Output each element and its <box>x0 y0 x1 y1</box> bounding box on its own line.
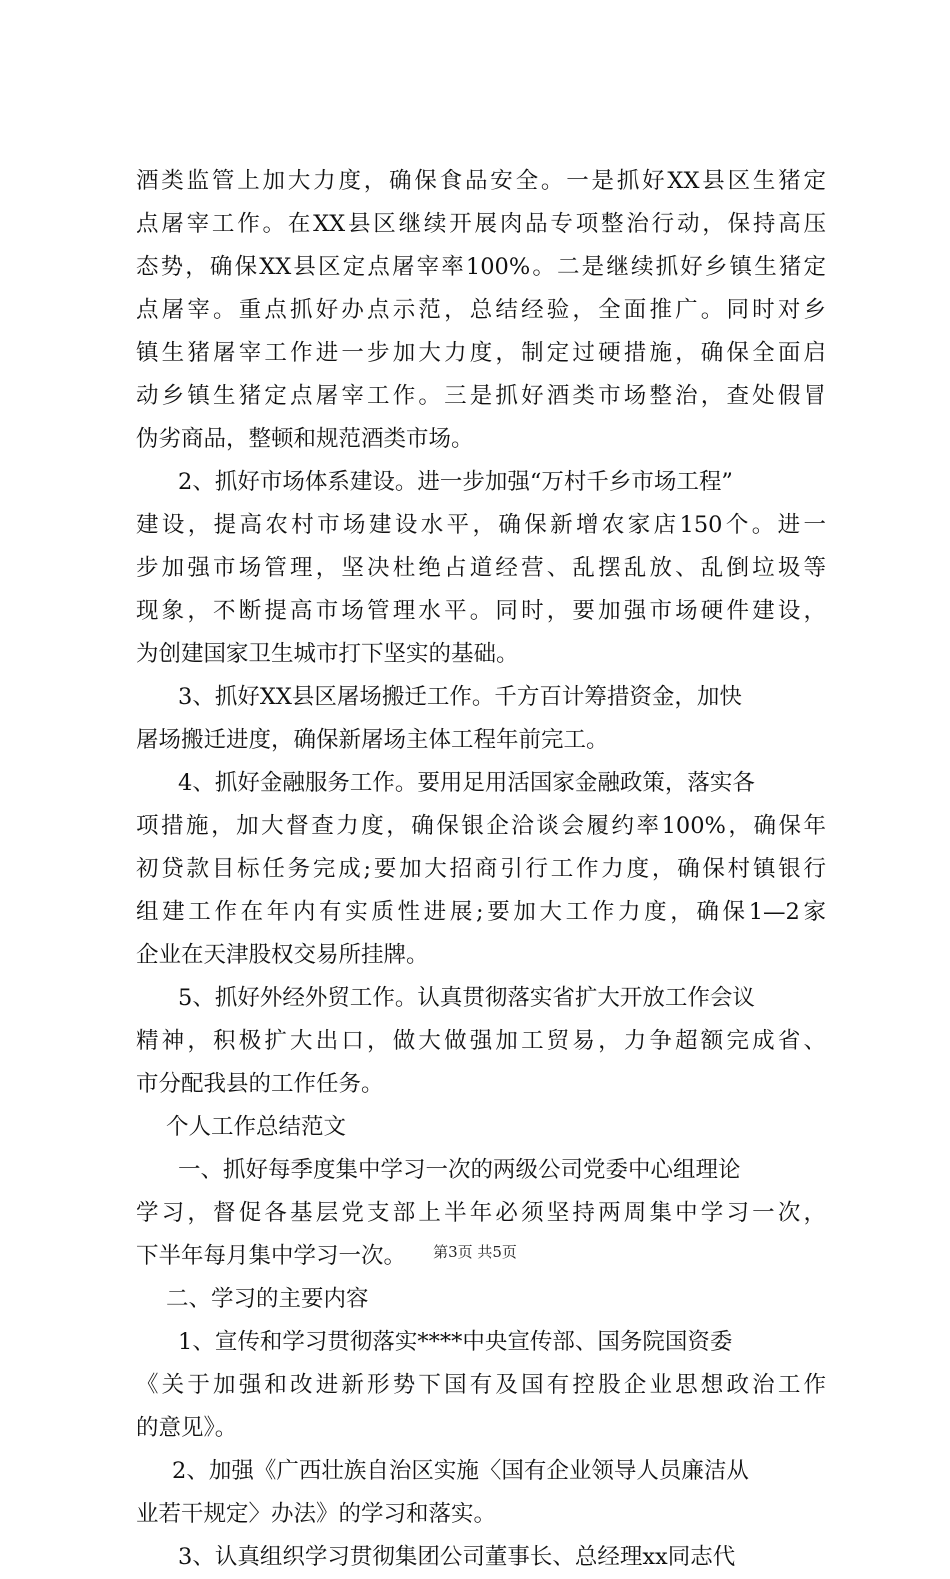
text-line: 3、抓好XX县区屠场搬迁工作。千方百计筹措资金，加快 <box>178 684 742 710</box>
text-line: 屠场搬迁进度，确保新屠场主体工程年前完工。 <box>136 727 609 753</box>
text-line: 步加强市场管理，坚决杜绝占道经营、乱摆乱放、乱倒垃圾等 <box>136 555 826 581</box>
text-line: 5、抓好外经外贸工作。认真贯彻落实省扩大开放工作会议 <box>178 985 755 1011</box>
section-heading: 个人工作总结范文 <box>166 1114 347 1140</box>
text-line: 为创建国家卫生城市打下坚实的基础。 <box>136 641 519 667</box>
text-line: 态势，确保XX县区定点屠宰率100%。二是继续抓好乡镇生猪定 <box>136 254 826 280</box>
text-line: 建设，提高农村市场建设水平，确保新增农家店150个。进一 <box>136 512 826 538</box>
text-line: 镇生猪屠宰工作进一步加大力度，制定过硬措施，确保全面启 <box>136 340 826 366</box>
text-line: 现象，不断提高市场管理水平。同时，要加强市场硬件建设， <box>136 598 826 624</box>
document-body <box>136 160 826 1579</box>
text-line: 企业在天津股权交易所挂牌。 <box>136 942 429 968</box>
page-number-footer: 第3页 共5页 <box>433 1243 517 1261</box>
text-line: 酒类监管上加大力度，确保食品安全。一是抓好XX县区生猪定 <box>136 168 826 194</box>
text-line: 动乡镇生猪定点屠宰工作。三是抓好酒类市场整治，查处假冒 <box>136 383 826 409</box>
text-line: 点屠宰。重点抓好办点示范，总结经验，全面推广。同时对乡 <box>136 297 826 323</box>
section-heading: 二、学习的主要内容 <box>166 1286 369 1312</box>
text-line: 4、抓好金融服务工作。要用足用活国家金融政策，落实各 <box>178 770 755 796</box>
text-line: 2、抓好市场体系建设。进一步加强“万村千乡市场工程” <box>178 469 733 495</box>
text-line: 3、认真组织学习贯彻集团公司董事长、总经理xx同志代 <box>178 1544 736 1570</box>
text-line: 精神，积极扩大出口，做大做强加工贸易，力争超额完成省、 <box>136 1028 826 1054</box>
text-line: 市分配我县的工作任务。 <box>136 1071 384 1097</box>
text-line: 业若干规定〉办法》的学习和落实。 <box>136 1501 497 1527</box>
text-line: 一、抓好每季度集中学习一次的两级公司党委中心组理论 <box>178 1157 741 1183</box>
text-line: 项措施，加大督查力度，确保银企洽谈会履约率100%，确保年 <box>136 813 826 839</box>
text-line: 的意见》。 <box>136 1415 238 1441</box>
text-line: 1、宣传和学习贯彻落实****中央宣传部、国务院国资委 <box>178 1329 733 1355</box>
text-line: 初贷款目标任务完成;要加大招商引行工作力度，确保村镇银行 <box>136 856 826 882</box>
text-line: 组建工作在年内有实质性进展;要加大工作力度，确保1—2家 <box>136 899 826 925</box>
text-line: 伪劣商品，整顿和规范酒类市场。 <box>136 426 474 452</box>
text-line: 点屠宰工作。在XX县区继续开展肉品专项整治行动，保持高压 <box>136 211 826 237</box>
text-line: 下半年每月集中学习一次。 <box>136 1243 407 1269</box>
text-line: 《关于加强和改进新形势下国有及国有控股企业思想政治工作 <box>136 1372 826 1398</box>
text-line: 学习，督促各基层党支部上半年必须坚持两周集中学习一次， <box>136 1200 826 1226</box>
text-line: 2、加强《广西壮族自治区实施〈国有企业领导人员廉洁从 <box>172 1458 749 1484</box>
